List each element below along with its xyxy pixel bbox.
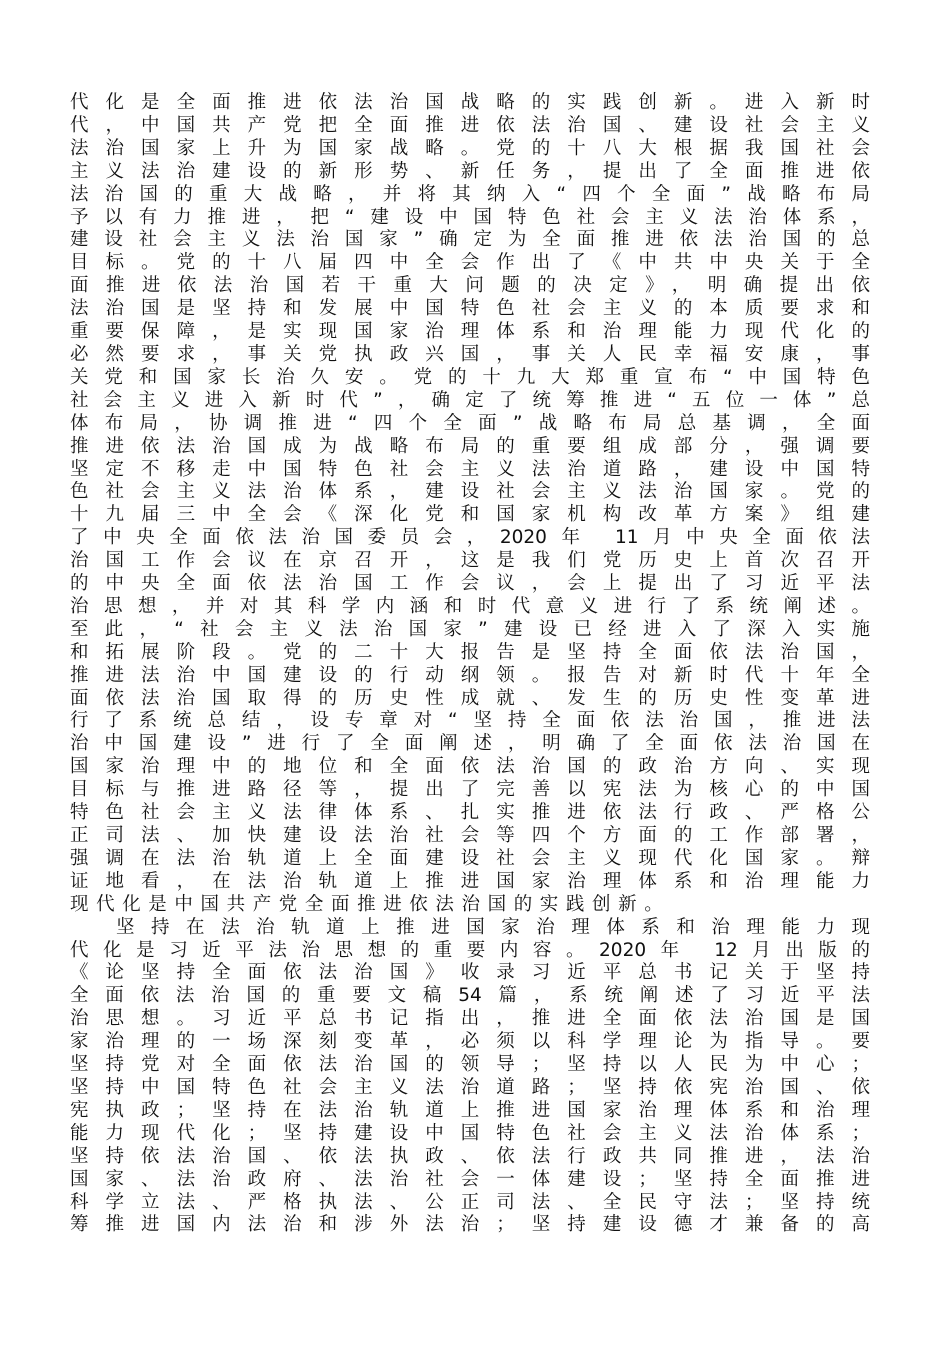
text-line: 代化是习近平法治思想的重要内容。2020年 12月出版的: [70, 939, 870, 961]
text-line: 和拓展阶段。党的二十大报告是坚持全面依法治国，: [70, 641, 870, 663]
paragraph-first-line: 坚持在法治轨道上推进国家治理体系和治理能力现: [116, 916, 870, 938]
text-line: 强调在法治轨道上全面建设社会主义现代化国家。辩: [70, 847, 870, 869]
text-line: 坚持中国特色社会主义法治道路；坚持依宪治国、依: [70, 1076, 870, 1098]
text-line: 目标与推进路径等，提出了完善以宪法为核心的中国: [70, 779, 870, 801]
text-line: 面推进依法治国若干重大问题的决定》，明确提出依: [70, 275, 870, 297]
text-line: 十九届三中全会《深化党和国家机构改革方案》组建: [70, 504, 870, 526]
text-line: 治中国建设”进行了全面阐述，明确了全面依法治国在: [70, 733, 870, 755]
text-line: 关党和国家长治久安。党的十九大郑重宣布“中国特色: [70, 366, 870, 388]
text-line: 目标。党的十八届四中全会作出了《中共中央关于全: [70, 252, 870, 274]
text-line: 能力现代化；坚持建设中国特色社会主义法治体系；: [70, 1122, 870, 1144]
text-line: 全面依法治国的重要文稿54篇，系统阐述了习近平法: [70, 985, 870, 1007]
text-line: 宪执政；坚持在法治轨道上推进国家治理体系和治理: [70, 1099, 870, 1121]
text-line: 科学立法、严格执法、公正司法、全民守法；坚持统: [70, 1191, 870, 1213]
text-line: 现代化是中国共产党全面推进依法治国的实践创新。: [70, 893, 671, 915]
text-line: 社会主义进入新时代”，确定了统筹推进“五位一体”总: [70, 389, 870, 411]
text-line: 法治国家上升为国家战略。党的十八大根据我国社会: [70, 137, 870, 159]
text-line: 《论坚持全面依法治国》收录习近平总书记关于坚持: [70, 962, 870, 984]
text-line: 证地看，在法治轨道上推进国家治理体系和治理能力: [70, 870, 870, 892]
text-line: 体布局，协调推进“四个全面”战略布局总基调，全面: [70, 412, 870, 434]
text-line: 法治国的重大战略，并将其纳入“四个全面”战略布局: [70, 183, 870, 205]
text-line: 推进法治中国建设的行动纲领。报告对新时代十年全: [70, 664, 870, 686]
text-line: 法治国是坚持和发展中国特色社会主义的本质要求和: [70, 298, 870, 320]
body-text: [70, 92, 870, 1237]
text-line: 了中央全面依法治国委员会，2020年 11月中央全面依法: [70, 527, 870, 549]
text-line: 色社会主义法治体系，建设社会主义法治国家。党的: [70, 481, 870, 503]
text-line: 建设社会主义法治国家”确定为全面推进依法治国的总: [70, 229, 870, 251]
text-line: 治国工作会议在京召开，这是我们党历史上首次召开: [70, 550, 870, 572]
text-line: 国家、法治政府、法治社会一体建设；坚持全面推进: [70, 1168, 870, 1190]
text-line: 治思想。习近平总书记指出，推进全面依法治国是国: [70, 1008, 870, 1030]
text-line: 予以有力推进，把“建设中国特色社会主义法治体系，: [70, 206, 870, 228]
text-line: 重要保障，是实现国家治理体系和治理能力现代化的: [70, 321, 870, 343]
text-line: 坚持依法治国、依法执政、依法行政共同推进，法治: [70, 1145, 870, 1167]
text-line: 的中央全面依法治国工作会议，会上提出了习近平法: [70, 573, 870, 595]
text-line: 坚持党对全面依法治国的领导；坚持以人民为中心；: [70, 1054, 870, 1076]
text-line: 代化是全面推进依法治国战略的实践创新。进入新时: [70, 92, 870, 113]
text-line: 筹推进国内法治和涉外法治；坚持建设德才兼备的高: [70, 1214, 870, 1236]
text-line: 推进依法治国成为战略布局的重要组成部分，强调要: [70, 435, 870, 457]
text-line: 代，中国共产党把全面推进依法治国、建设社会主义: [70, 114, 870, 136]
text-line: 家治理的一场深刻变革，必须以科学理论为指导。要: [70, 1031, 870, 1053]
text-line: 必然要求，事关党执政兴国，事关人民幸福安康，事: [70, 343, 870, 365]
text-line: 至此，“社会主义法治国家”建设已经进入了深入实施: [70, 618, 870, 640]
text-line: 正司法、加快建设法治社会等四个方面的工作部署，: [70, 825, 870, 846]
text-line: 治思想，并对其科学内涵和时代意义进行了系统阐述。: [70, 595, 870, 617]
text-line: 坚定不移走中国特色社会主义法治道路，建设中国特: [70, 458, 870, 480]
text-line: 主义法治建设的新形势、新任务，提出了全面推进依: [70, 160, 870, 182]
text-line: 行了系统总结，设专章对“坚持全面依法治国，推进法: [70, 710, 870, 732]
text-line: 面依法治国取得的历史性成就、发生的历史性变革进: [70, 687, 870, 709]
text-line: 特色社会主义法律体系、扎实推进依法行政、严格公: [70, 802, 870, 824]
text-line: 国家治理中的地位和全面依法治国的政治方向、实现: [70, 756, 870, 778]
